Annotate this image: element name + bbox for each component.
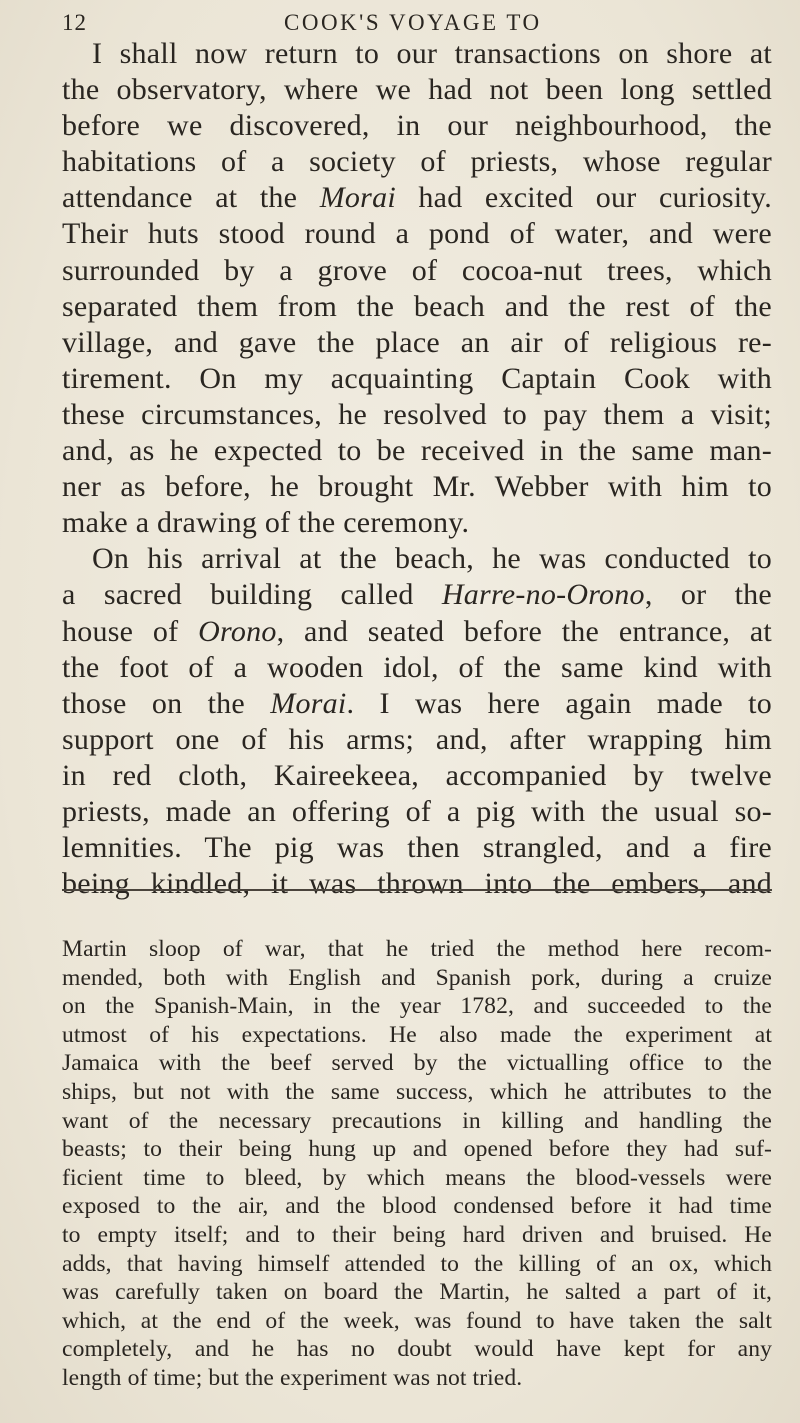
- footnote-divider: [62, 889, 772, 891]
- text-line: I shall now return to our transactions on shore at: [92, 37, 772, 70]
- footnote-line: was carefully taken on board the Martin, he salted a part of it,: [62, 1279, 772, 1306]
- text-line: habitations of a society of priests, whose regular: [62, 145, 772, 179]
- text-line: lemnities. The pig was then strangled, and a fire: [62, 831, 772, 865]
- text-line: in red cloth, Kaireekeea, accompanied by twelve: [62, 758, 772, 792]
- footnote-line: beasts; to their being hung up and opened before they had suf-: [62, 1136, 772, 1163]
- text-line: priests, made an offering of a pig with the usual so-: [62, 794, 772, 828]
- page-number: 12: [62, 10, 87, 35]
- footnote-line: exposed to the air, and the blood condensed before it had time: [62, 1193, 772, 1220]
- footnote-line: mended, both with English and Spanish pork, during a cruize: [62, 964, 772, 991]
- text-line: surrounded by a grove of cocoa-nut trees, which: [62, 253, 772, 287]
- text-line: make a drawing of the ceremony.: [62, 506, 470, 540]
- footnote-line: ficient time to bleed, by which means the blood-vessels were: [62, 1164, 772, 1191]
- footnote-line: ships, but not with the same success, which he attributes to the: [62, 1078, 772, 1105]
- text-line: On his arrival at the beach, he was conducted to: [92, 542, 772, 576]
- footnote-line: Jamaica with the beef served by the victualling office to the: [62, 1050, 772, 1077]
- footnote-line: on the Spanish-Main, in the year 1782, and succeeded to the: [62, 993, 772, 1020]
- footnote-line: length of time; but the experiment was not tried.: [62, 1364, 523, 1391]
- text-line: separated them from the beach and the rest of the: [62, 289, 772, 323]
- text-line: ner as before, he brought Mr. Webber with him to: [62, 470, 772, 504]
- text-line: these circumstances, he resolved to pay them a visit;: [62, 397, 772, 431]
- text-line: the foot of a wooden idol, of the same kind with: [62, 650, 772, 684]
- footnote-block: [62, 935, 772, 1393]
- text-line: a sacred building called Harre-no-Orono, or the: [62, 578, 772, 612]
- text-line: support one of his arms; and, after wrapping him: [62, 722, 772, 756]
- text-line: Their huts stood round a pond of water, and were: [62, 217, 772, 251]
- text-line: tirement. On my acquainting Captain Cook with: [62, 361, 772, 395]
- text-line: village, and gave the place an air of religious re-: [62, 325, 772, 359]
- footnote-line: adds, that having himself attended to the killing of an ox, which: [62, 1250, 772, 1277]
- footnote-line: want of the necessary precautions in killing and handling the: [62, 1107, 772, 1134]
- text-line: the observatory, where we had not been long settled: [62, 73, 772, 107]
- footnote-line: Martin sloop of war, that he tried the method here recom-: [62, 936, 772, 962]
- text-line: and, as he expected to be received in the same man-: [62, 434, 772, 468]
- footnote-line: which, at the end of the week, was found to have taken the salt: [62, 1307, 772, 1334]
- text-line: being kindled, it was thrown into the embers, and: [62, 867, 772, 901]
- text-line: house of Orono, and seated before the entrance, at: [62, 614, 772, 648]
- text-line: attendance at the Morai had excited our curiosity.: [62, 181, 772, 215]
- footnote-line: utmost of his expectations. He also made the experiment at: [62, 1021, 772, 1048]
- footnote-line: completely, and he has no doubt would have kept for any: [62, 1336, 772, 1363]
- text-line: those on the Morai. I was here again made to: [62, 686, 772, 720]
- text-line: before we discovered, in our neighbourhood, the: [62, 109, 772, 143]
- main-text-block: [62, 36, 772, 902]
- running-head: COOK'S VOYAGE TO: [284, 10, 542, 35]
- footnote-line: to empty itself; and to their being hard driven and bruised. He: [62, 1221, 772, 1248]
